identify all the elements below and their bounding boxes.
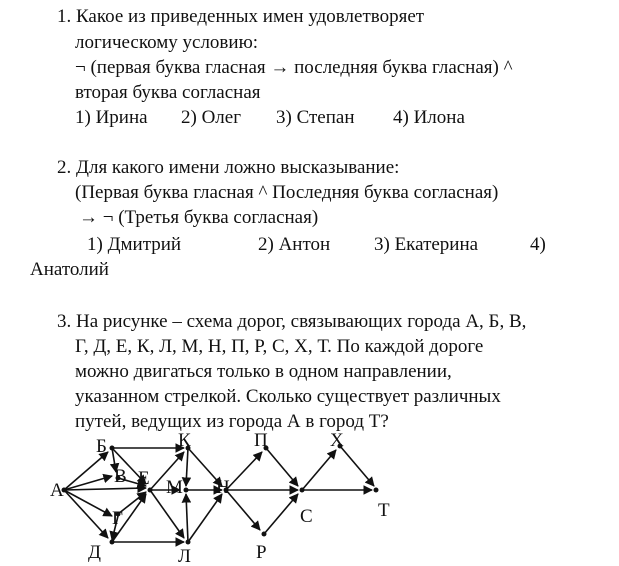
city-label-T: Т <box>378 500 390 521</box>
q3-line: Г, Д, Е, К, Л, М, Н, П, Р, С, Х, Т. По каждой дороге <box>75 336 484 357</box>
road-A-G <box>64 490 112 516</box>
city-label-M: М <box>166 477 183 498</box>
city-dot-R <box>262 532 267 537</box>
road-L-M <box>186 494 188 542</box>
city-dot-S <box>300 488 305 493</box>
city-label-R: Р <box>256 542 267 563</box>
city-dot-D <box>110 540 115 545</box>
road-diagram <box>50 430 400 565</box>
city-label-P: П <box>254 430 268 451</box>
road-H-T <box>340 446 374 486</box>
q2-option: 1) Дмитрий <box>87 234 182 255</box>
q2-option: 2) Антон <box>258 234 331 255</box>
q1-title-cont: логическому условию: <box>75 32 259 53</box>
city-label-V: В <box>114 466 127 487</box>
road-S-H <box>302 450 336 490</box>
q3-line: путей, ведущих из города А в город Т? <box>75 411 389 432</box>
q1-title: 1. Какое из приведенных имен удовлетворяет <box>57 6 425 27</box>
city-label-E: Е <box>138 468 150 489</box>
road-K-M <box>186 448 188 486</box>
city-label-N: Н <box>216 477 230 498</box>
road-R-S <box>264 494 298 534</box>
q2-option4-wrap: Анатолий <box>30 259 109 280</box>
city-dot-M <box>184 488 189 493</box>
q2-option: 3) Екатерина <box>374 234 479 255</box>
q3-line: можно двигаться только в одном направлении, <box>75 361 452 382</box>
city-label-D: Д <box>88 542 101 563</box>
road-A-E <box>64 488 146 490</box>
q2-condition-line1: (Первая буква гласная ^ Последняя буква согласная) <box>75 182 499 203</box>
city-label-L: Л <box>178 546 191 565</box>
city-dot-L <box>186 540 191 545</box>
q3-line: 3. На рисунке – схема дорог, связывающих города А, Б, В, <box>57 311 527 332</box>
q2-condition-line2: → ¬ (Третья буква согласная) <box>79 207 319 228</box>
road-N-P <box>226 452 262 490</box>
city-label-K: К <box>178 430 191 451</box>
city-label-S: С <box>300 506 313 527</box>
q3-line: указанном стрелкой. Сколько существует различных <box>75 386 501 407</box>
city-dot-T <box>374 488 379 493</box>
city-label-B: Б <box>96 436 107 457</box>
q2-option: 4) <box>530 234 546 255</box>
road-A-D <box>64 490 108 538</box>
q2-title: 2. Для какого имени ложно высказывание: <box>57 157 400 178</box>
city-label-A: А <box>50 480 64 501</box>
q1-option: 3) Степан <box>276 107 355 128</box>
road-N-R <box>226 490 260 530</box>
city-label-H: Х <box>330 430 344 451</box>
road-P-S <box>266 448 298 486</box>
q1-condition-line2: вторая буква согласная <box>75 82 261 103</box>
q1-option: 4) Илона <box>393 107 465 128</box>
city-dot-B <box>110 446 115 451</box>
q1-option: 1) Ирина <box>75 107 148 128</box>
road-L-N <box>188 494 222 542</box>
q1-condition-line1: ¬ (первая буква гласная → последняя буква гласная) ^ <box>75 57 513 78</box>
city-label-G: Г <box>112 508 123 529</box>
q1-option: 2) Олег <box>181 107 242 128</box>
